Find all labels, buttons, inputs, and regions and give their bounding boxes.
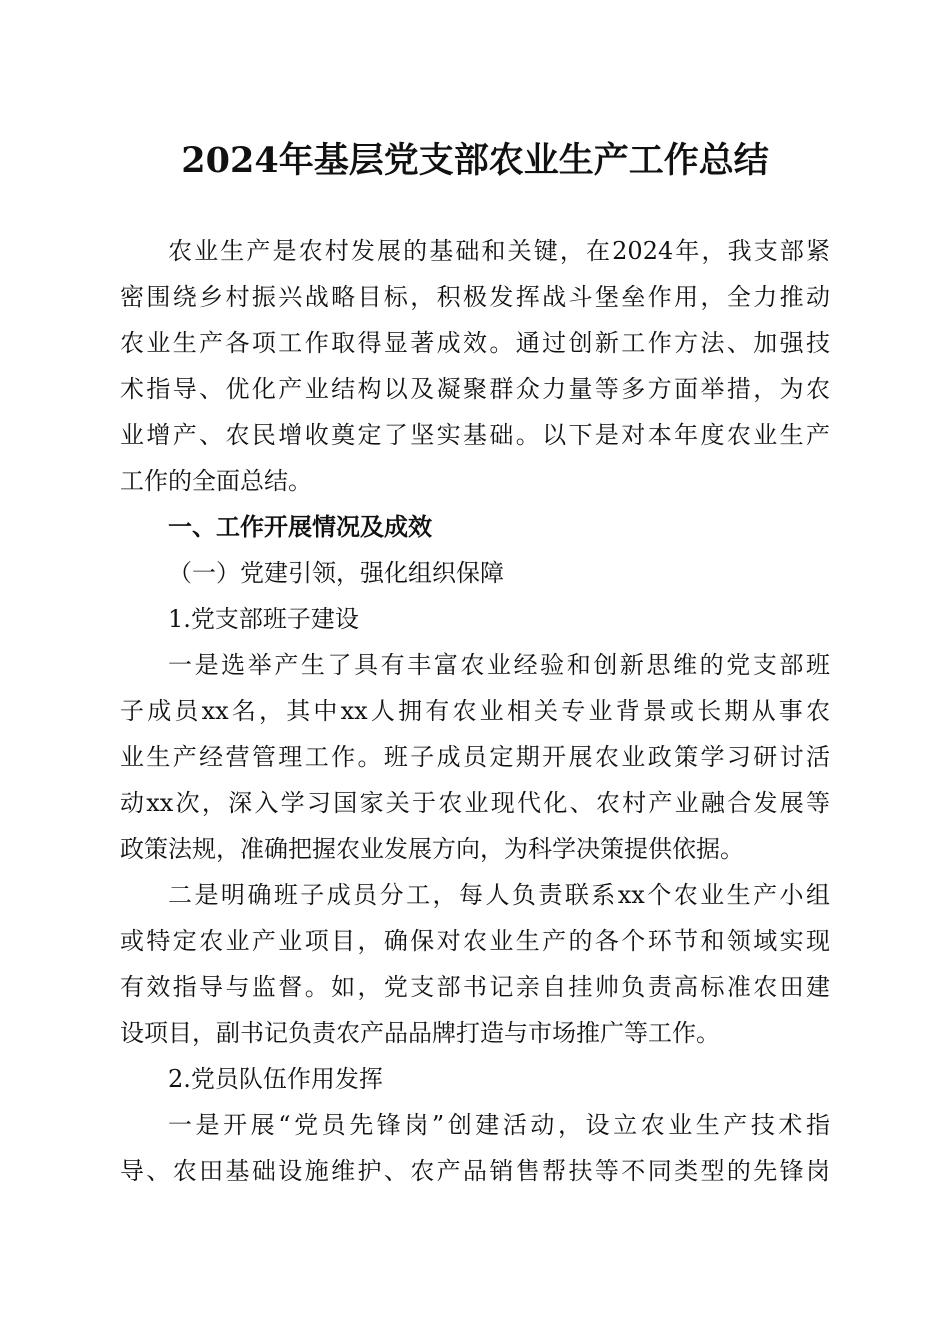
paragraph-line: 有效指导与监督。如，党支部书记亲自挂帅负责高标准农田建 xyxy=(120,973,830,1001)
section-heading: 一、工作开展情况及成效 xyxy=(168,512,432,541)
paragraph-line: 农业生产是农村发展的基础和关键，在2024年，我支部紧 xyxy=(168,237,830,265)
paragraph-line: 工作的全面总结。 xyxy=(120,467,312,495)
paragraph-line: 业生产经营管理工作。班子成员定期开展农业政策学习研讨活 xyxy=(120,743,830,771)
paragraph-line: 术指导、优化产业结构以及凝聚群众力量等多方面举措，为农 xyxy=(120,375,830,403)
paragraph-line: 子成员xx名，其中xx人拥有农业相关专业背景或长期从事农 xyxy=(120,697,830,725)
document-title: 2024年基层党支部农业生产工作总结 xyxy=(181,140,769,181)
paragraph-line: 政策法规，准确把握农业发展方向，为科学决策提供依据。 xyxy=(120,835,744,863)
paragraph-line: 一是开展“党员先锋岗”创建活动，设立农业生产技术指 xyxy=(168,1111,830,1139)
paragraph-line: 动xx次，深入学习国家关于农业现代化、农村产业融合发展等 xyxy=(120,789,830,817)
paragraph-line: 一是选举产生了具有丰富农业经验和创新思维的党支部班 xyxy=(168,651,830,679)
subsection-heading: （一）党建引领，强化组织保障 xyxy=(168,559,504,587)
paragraph-line: 密围绕乡村振兴战略目标，积极发挥战斗堡垒作用，全力推动 xyxy=(120,283,830,311)
paragraph-line: 业增产、农民增收奠定了坚实基础。以下是对本年度农业生产 xyxy=(120,421,830,449)
paragraph-line: 农业生产各项工作取得显著成效。通过创新工作方法、加强技 xyxy=(120,329,830,357)
document-body xyxy=(120,228,830,1194)
paragraph-line: 导、农田基础设施维护、农产品销售帮扶等不同类型的先锋岗 xyxy=(120,1157,830,1185)
item-heading: 1.党支部班子建设 xyxy=(168,605,359,633)
paragraph-line: 二是明确班子成员分工，每人负责联系xx个农业生产小组 xyxy=(168,881,830,909)
paragraph-line: 或特定农业产业项目，确保对农业生产的各个环节和领域实现 xyxy=(120,927,830,955)
item-heading: 2.党员队伍作用发挥 xyxy=(168,1065,383,1093)
paragraph-line: 设项目，副书记负责农产品品牌打造与市场推广等工作。 xyxy=(120,1019,720,1047)
